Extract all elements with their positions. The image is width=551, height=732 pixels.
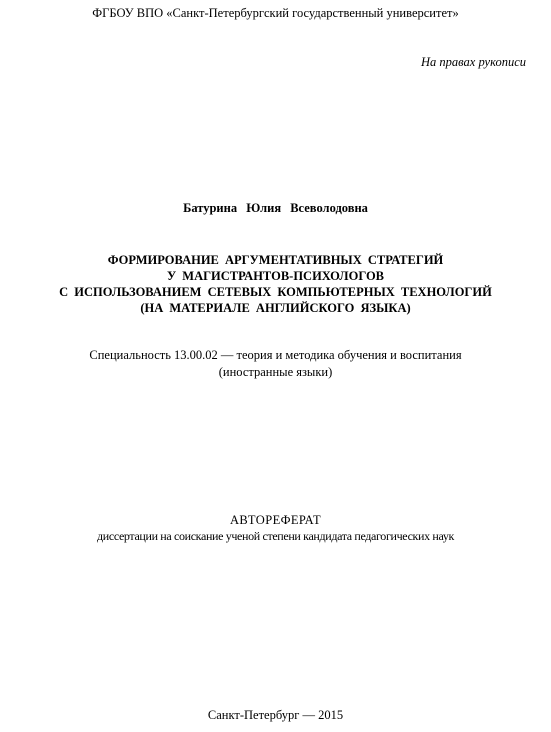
institution-header: ФГБОУ ВПО «Санкт-Петербургский государственный университет» bbox=[92, 6, 459, 20]
abstract-subtitle: диссертации на соискание ученой степени кандидата педагогических наук bbox=[97, 529, 454, 543]
title-line: (НА МАТЕРИАЛЕ АНГЛИЙСКОГО ЯЗЫКА) bbox=[140, 301, 411, 315]
manuscript-note: На правах рукописи bbox=[421, 55, 526, 69]
author-name: Батурина Юлия Всеволодовна bbox=[183, 201, 368, 215]
specialty-line: (иностранные языки) bbox=[218, 365, 333, 379]
title-line: С ИСПОЛЬЗОВАНИЕМ СЕТЕВЫХ КОМПЬЮТЕРНЫХ ТЕХНОЛОГИЙ bbox=[59, 285, 492, 299]
specialty-block bbox=[0, 347, 551, 381]
place-and-year: Санкт-Петербург — 2015 bbox=[207, 708, 344, 722]
specialty-line: Специальность 13.00.02 — теория и методика обучения и воспитания bbox=[89, 348, 462, 362]
title-line: У МАГИСТРАНТОВ-ПСИХОЛОГОВ bbox=[166, 269, 385, 283]
dissertation-title bbox=[0, 252, 551, 316]
title-line: ФОРМИРОВАНИЕ АРГУМЕНТАТИВНЫХ СТРАТЕГИЙ bbox=[107, 253, 444, 267]
abstract-title: АВТОРЕФЕРАТ bbox=[229, 513, 322, 527]
